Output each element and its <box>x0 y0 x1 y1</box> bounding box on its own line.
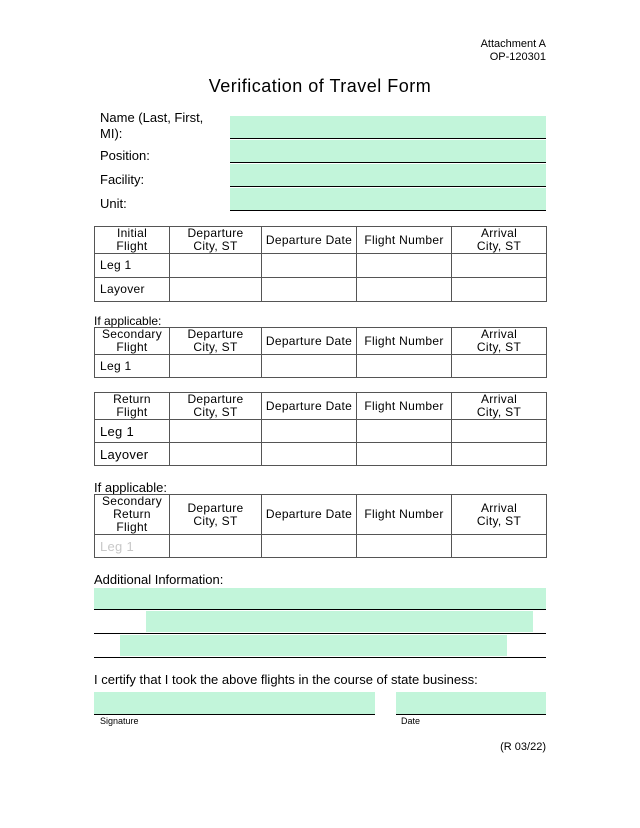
arrival-city-header <box>452 393 547 420</box>
secondary-return-flight-table <box>94 494 547 558</box>
secondary-return-flight-header <box>95 495 170 535</box>
departure-date-input[interactable] <box>262 420 357 443</box>
header-line: City, ST <box>476 405 522 419</box>
position-label: Position: <box>100 148 150 163</box>
departure-city-header <box>170 227 262 254</box>
header-line: Return <box>113 507 151 521</box>
additional-info-field-2[interactable] <box>146 611 533 632</box>
if-applicable-label: If applicable: <box>94 480 167 495</box>
header-line: Secondary <box>101 327 163 341</box>
header-line: Secondary <box>101 494 163 508</box>
table-row <box>95 355 547 378</box>
arrival-city-input[interactable] <box>452 535 547 558</box>
header-line: Return <box>113 392 151 406</box>
arrival-city-header <box>452 495 547 535</box>
header-line: City, ST <box>193 340 238 354</box>
row-label-leg1: Leg 1 <box>95 420 170 443</box>
certify-statement: I certify that I took the above flights in the course of state business: <box>94 672 478 687</box>
header-line: City, ST <box>476 513 522 528</box>
header-line: City, ST <box>476 239 522 253</box>
name-label <box>100 110 203 142</box>
additional-info-label: Additional Information: <box>94 572 224 587</box>
secondary-flight-table <box>94 327 547 378</box>
table-header-row <box>95 328 547 355</box>
flight-number-header: Flight Number <box>357 495 452 535</box>
flight-number-header: Flight Number <box>357 227 452 254</box>
header-line: Departure <box>187 327 244 341</box>
return-flight-header <box>95 393 170 420</box>
position-field[interactable] <box>230 140 546 162</box>
departure-city-header <box>170 328 262 355</box>
table-header-row <box>95 227 547 254</box>
row-label-leg1: Leg 1 <box>95 355 170 378</box>
additional-info-underline-3 <box>94 657 546 658</box>
departure-date-input[interactable] <box>262 535 357 558</box>
departure-date-input[interactable] <box>262 254 357 278</box>
header-line: City, ST <box>476 340 522 354</box>
signature-underline <box>94 714 375 715</box>
arrival-city-input[interactable] <box>452 420 547 443</box>
flight-number-input[interactable] <box>357 355 452 378</box>
arrival-city-header <box>452 227 547 254</box>
arrival-city-header <box>452 328 547 355</box>
flight-number-input[interactable] <box>357 443 452 466</box>
flight-number-header: Flight Number <box>357 393 452 420</box>
revision-label: (R 03/22) <box>500 741 546 753</box>
row-label-leg1: Leg 1 <box>95 254 170 278</box>
additional-info-underline-1 <box>94 609 546 610</box>
unit-field[interactable] <box>230 188 546 210</box>
secondary-flight-header <box>95 328 170 355</box>
initial-flight-table <box>94 226 547 302</box>
header-line: Departure <box>187 500 244 515</box>
table-row <box>95 535 547 558</box>
unit-label: Unit: <box>100 196 127 211</box>
name-field[interactable] <box>230 116 546 138</box>
flight-number-input[interactable] <box>357 420 452 443</box>
arrival-city-input[interactable] <box>452 254 547 278</box>
flight-number-header: Flight Number <box>357 328 452 355</box>
date-label: Date <box>401 716 421 726</box>
table-row <box>95 420 547 443</box>
table-row <box>95 254 547 278</box>
form-number: OP-120301 <box>489 51 546 63</box>
date-field[interactable] <box>396 692 546 714</box>
departure-city-header <box>170 393 262 420</box>
additional-info-underline-2 <box>94 633 546 634</box>
header-line: Arrival <box>480 500 518 515</box>
header-line: Arrival <box>480 392 518 406</box>
header-line: Flight <box>116 405 148 419</box>
additional-info-field-1[interactable] <box>94 588 546 609</box>
header-line: Departure <box>187 226 244 240</box>
departure-city-input[interactable] <box>170 420 262 443</box>
departure-city-input[interactable] <box>170 355 262 378</box>
flight-number-input[interactable] <box>357 254 452 278</box>
departure-city-input[interactable] <box>170 278 262 302</box>
name-underline <box>230 138 546 139</box>
facility-field[interactable] <box>230 164 546 186</box>
date-underline <box>396 714 546 715</box>
attachment-label: Attachment A <box>480 38 546 50</box>
header-line: Departure <box>187 392 244 406</box>
header-line: Flight <box>116 239 148 253</box>
initial-flight-header <box>95 227 170 254</box>
signature-label: Signature <box>100 716 139 726</box>
departure-date-header: Departure Date <box>262 328 357 355</box>
arrival-city-input[interactable] <box>452 443 547 466</box>
position-underline <box>230 162 546 163</box>
row-label-leg1: Leg 1 <box>95 535 170 558</box>
facility-underline <box>230 186 546 187</box>
flight-number-input[interactable] <box>357 278 452 302</box>
return-flight-table <box>94 392 547 466</box>
flight-number-input[interactable] <box>357 535 452 558</box>
if-applicable-label: If applicable: <box>94 314 162 328</box>
arrival-city-input[interactable] <box>452 355 547 378</box>
table-row <box>95 443 547 466</box>
facility-label: Facility: <box>100 172 145 187</box>
header-line: Arrival <box>480 226 518 240</box>
table-row <box>95 278 547 302</box>
name-label-line1: Name (Last, First, <box>100 110 204 125</box>
departure-date-input[interactable] <box>262 355 357 378</box>
departure-date-header: Departure Date <box>262 227 357 254</box>
additional-info-field-3[interactable] <box>120 635 507 656</box>
header-line: Flight <box>116 520 148 534</box>
header-line: Initial <box>116 226 148 240</box>
departure-date-header: Departure Date <box>262 495 357 535</box>
unit-underline <box>230 210 546 211</box>
row-label-layover: Layover <box>95 443 170 466</box>
departure-date-input[interactable] <box>262 443 357 466</box>
departure-city-input[interactable] <box>170 535 262 558</box>
row-label-layover: Layover <box>95 278 170 302</box>
table-header-row <box>95 495 547 535</box>
header-line: City, ST <box>193 405 238 419</box>
departure-city-input[interactable] <box>170 254 262 278</box>
signature-field[interactable] <box>94 692 375 714</box>
departure-city-header <box>170 495 262 535</box>
header-line: City, ST <box>193 513 238 528</box>
attachment-header <box>481 38 546 64</box>
arrival-city-input[interactable] <box>452 278 547 302</box>
table-header-row <box>95 393 547 420</box>
departure-date-header: Departure Date <box>262 393 357 420</box>
page-title: Verification of Travel Form <box>208 76 432 96</box>
header-line: Flight <box>116 340 148 354</box>
departure-date-input[interactable] <box>262 278 357 302</box>
header-line: Arrival <box>480 327 518 341</box>
header-line: City, ST <box>193 239 238 253</box>
departure-city-input[interactable] <box>170 443 262 466</box>
name-label-line2: MI): <box>100 126 123 141</box>
